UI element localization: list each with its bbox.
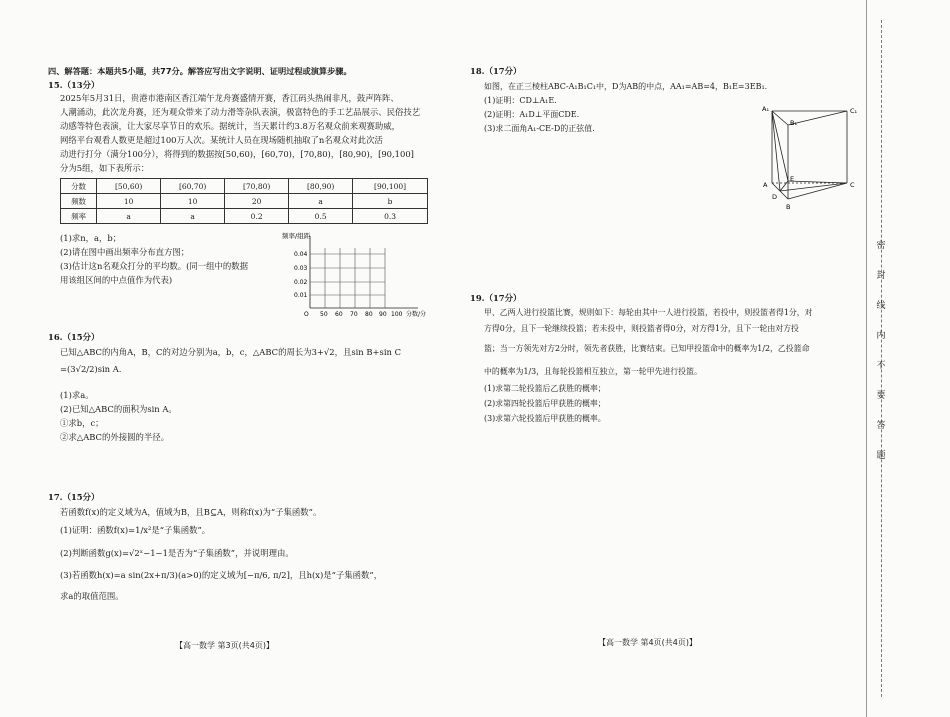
hist-xtick: 100 xyxy=(391,311,403,318)
binding-char: 题 xyxy=(876,451,886,461)
q19-line: 中的概率为1/3，且每轮投篮相互独立，第一轮甲先进行投篮。 xyxy=(484,367,702,376)
q17-line: 若函数f(x)的定义域为A，值域为B，且B⊆A，则称f(x)为“子集函数”。 xyxy=(60,507,322,517)
hist-xlabel: 分数/分 xyxy=(406,311,427,318)
q17-line: (3)若函数h(x)=a sin(2x+π/3)(a>0)的定义域为[−π/6, π/2]，且h(x)是“子集函数”， xyxy=(60,570,383,580)
table-cell: [70,80) xyxy=(225,179,289,194)
hist-ytick: 0.01 xyxy=(294,292,308,299)
fig-label: A xyxy=(763,181,768,189)
table-cell: 0.3 xyxy=(353,209,428,224)
left-footer: 【高一数学 第3页(共4页)】 xyxy=(175,641,274,650)
histogram-grid xyxy=(270,228,440,320)
hist-xtick: 60 xyxy=(335,311,343,318)
table-cell: 20 xyxy=(225,194,289,209)
q18-head: 18.（17分） xyxy=(470,66,522,76)
q16-line: ②求△ABC的外接圆的半径。 xyxy=(60,432,169,442)
q18-line: (1)证明：CD⊥A₁E. xyxy=(484,96,557,105)
left-page xyxy=(0,0,470,717)
hist-ylabel: 频率/组距 xyxy=(282,232,311,240)
hist-xtick: 50 xyxy=(320,311,328,318)
q15-line: 动感等特色表演，让大家尽享节日的欢乐。据统计，当天累计约3.8万名观众前来观赛助威， xyxy=(60,121,400,131)
q15-sub: 用该组区间的中点值作为代表) xyxy=(60,275,173,285)
fig-label: E xyxy=(790,175,795,183)
hist-xtick: 90 xyxy=(379,311,387,318)
right-footer: 【高一数学 第4页(共4页)】 xyxy=(598,638,697,647)
hist-ytick: 0.04 xyxy=(294,251,308,258)
table-cell: b xyxy=(353,194,428,209)
fig-label: C₁ xyxy=(850,107,858,115)
q18-line: (3)求二面角A₁-CE-D的正弦值. xyxy=(484,124,595,133)
q15-line: 网络平台观看人数更是超过100万人次。某统计人员在现场随机抽取了n名观众对此次活 xyxy=(60,135,383,145)
fig-label: B xyxy=(786,203,791,211)
fig-label: B₁ xyxy=(790,119,798,127)
q15-head: 15.（13分） xyxy=(48,80,100,90)
hist-xtick: 80 xyxy=(365,311,373,318)
section-title: 四、解答题：本题共5小题，共77分。解答应写出文字说明、证明过程或演算步骤。 xyxy=(48,66,352,76)
q16-line: (1)求a。 xyxy=(60,390,94,400)
hist-ytick: 0.02 xyxy=(294,279,308,286)
fig-label: C xyxy=(850,181,855,189)
q19-line: (2)求第四轮投篮后甲获胜的概率； xyxy=(484,399,606,408)
table-row xyxy=(61,194,428,209)
q17-line: (2)判断函数g(x)=√2ˣ−1−1是否为“子集函数”，并说明理由。 xyxy=(60,548,294,558)
table-cell: 0.5 xyxy=(289,209,353,224)
binding-char: 不 xyxy=(876,361,886,371)
q17-head: 17.（15分） xyxy=(48,492,100,502)
binding-char: 密 xyxy=(876,241,886,251)
binding-char: 内 xyxy=(876,331,886,341)
q19-line: 方得0分，且下一轮继续投篮；若未投中，则投篮者得0分，对方得1分，且下一轮由对方投 xyxy=(484,324,799,333)
q18-line: 如图，在正三棱柱ABC-A₁B₁C₁中，D为AB的中点，AA₁=AB=4，B₁E=3EB₁. xyxy=(484,82,768,91)
prism-figure xyxy=(762,103,862,213)
q16-head: 16.（15分） xyxy=(48,332,100,342)
table-row xyxy=(61,179,428,194)
q16-line: 已知△ABC的内角A，B，C的对边分别为a，b，c，△ABC的周长为3+√2，且sin B+sin C xyxy=(60,347,401,357)
q15-sub: (3)估计这n名观众打分的平均数。(同一组中的数据 xyxy=(60,261,249,271)
binding-char: 答 xyxy=(876,421,886,431)
table-cell: [80,90) xyxy=(289,179,353,194)
table-cell: 分数 xyxy=(61,179,97,194)
q15-line: 动进行打分（满分100分），将得到的数据按[50,60)，[60,70)，[70,80)，[80,90)，[90,100] xyxy=(60,149,414,159)
q19-line: (1)求第二轮投篮后乙获胜的概率； xyxy=(484,384,606,393)
table-cell: a xyxy=(289,194,353,209)
q15-sub: (1)求n，a，b； xyxy=(60,233,122,243)
q17-line: 求a的取值范围。 xyxy=(60,591,124,601)
frequency-table xyxy=(60,178,428,224)
hist-origin: O xyxy=(304,311,309,318)
fig-label: D xyxy=(772,193,778,201)
q16-line: ①求b，c； xyxy=(60,418,104,428)
q15-sub: (2)请在图中画出频率分布直方图； xyxy=(60,247,190,257)
q18-line: (2)证明：A₁D⊥平面CDE. xyxy=(484,110,580,119)
hist-xtick: 70 xyxy=(350,311,358,318)
hist-ytick: 0.03 xyxy=(294,265,308,272)
table-cell: 0.2 xyxy=(225,209,289,224)
q15-line: 人潮涌动，此次龙舟赛，还为观众带来了动力滑等杂队表演，极富特色的手工艺品展示、民俗技艺 xyxy=(60,107,421,117)
table-cell: 频率 xyxy=(61,209,97,224)
table-cell: [50,60) xyxy=(97,179,161,194)
q16-line: (2)已知△ABC的面积为sin A。 xyxy=(60,404,177,414)
binding-strip xyxy=(866,0,950,717)
table-cell: 频数 xyxy=(61,194,97,209)
q17-line: (1)证明：函数f(x)=1/x²是“子集函数”。 xyxy=(60,525,211,535)
binding-char: 封 xyxy=(876,271,886,281)
binding-char: 要 xyxy=(876,391,886,401)
table-cell: a xyxy=(97,209,161,224)
q15-line: 2025年5月31日，贵港市港南区香江端午龙舟赛盛情开赛，香江码头热闹非凡，鼓声阵阵、 xyxy=(60,93,399,103)
table-cell: a xyxy=(161,209,225,224)
table-cell: [60,70) xyxy=(161,179,225,194)
q16-line: =(3√2/2)sin A. xyxy=(60,364,122,374)
q19-line: 甲、乙两人进行投篮比赛，规则如下：每轮由其中一人进行投篮，若投中，则投篮者得1分，对 xyxy=(484,308,813,317)
q19-line: 篮；当一方领先对方2分时，领先者获胜，比赛结束。已知甲投篮命中的概率为1/2，乙投篮命 xyxy=(484,344,810,353)
table-row xyxy=(61,209,428,224)
right-page xyxy=(470,0,865,717)
table-cell: 10 xyxy=(161,194,225,209)
fig-label: A₁ xyxy=(762,105,770,113)
table-cell: 10 xyxy=(97,194,161,209)
q15-line: 分为5组，如下表所示： xyxy=(60,163,150,173)
q19-line: (3)求第六轮投篮后甲获胜的概率。 xyxy=(484,414,606,423)
table-cell: [90,100] xyxy=(353,179,428,194)
binding-char: 线 xyxy=(876,301,886,311)
q19-head: 19.（17分） xyxy=(470,293,522,303)
